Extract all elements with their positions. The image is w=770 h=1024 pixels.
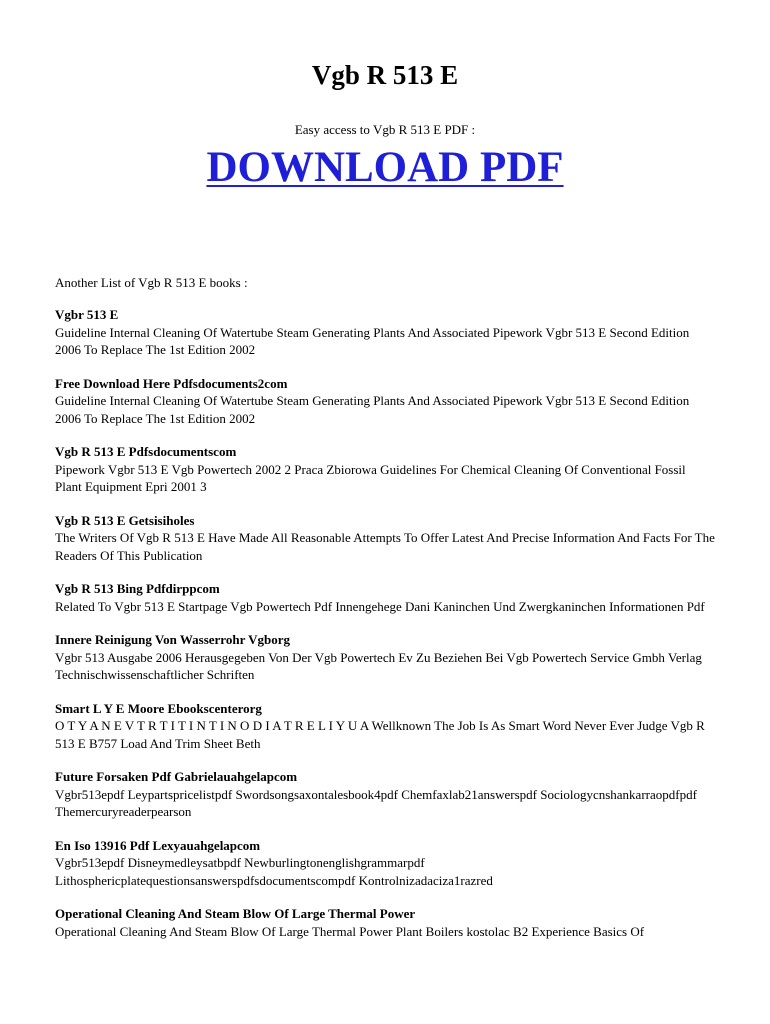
entry-description: Related To Vgbr 513 E Startpage Vgb Powertech Pdf Innengehege Dani Kaninchen Und Zwergkaninchen Informationen Pdf xyxy=(55,598,705,614)
document-title: Vgb R 513 E xyxy=(311,60,459,90)
entry-description: Vgbr 513 Ausgabe 2006 Herausgegeben Von Der Vgb Powertech Ev Zu Beziehen Bei Vgb Powertech Service Gmbh Verlag Technischwissenschaftlicher Schriften xyxy=(55,649,702,682)
entry-title: Vgb R 513 E Getsisiholes xyxy=(55,512,195,528)
book-list xyxy=(55,306,715,956)
list-item xyxy=(55,837,715,890)
entry-title: En Iso 13916 Pdf Lexyauahgelapcom xyxy=(55,837,261,853)
entry-title: Vgb R 513 Bing Pdfdirppcom xyxy=(55,581,220,596)
download-pdf-link[interactable]: DOWNLOAD PDF xyxy=(206,144,564,191)
download-pdf-container xyxy=(0,142,770,194)
list-item xyxy=(55,768,715,821)
entry-description: Pipework Vgbr 513 E Vgb Powertech 2002 2 Praca Zbiorowa Guidelines For Chemical Cleaning Of Conventional Fossil Plant Equipment Epri 2001 3 xyxy=(55,461,686,494)
list-heading: Another List of Vgb R 513 E books : xyxy=(55,275,248,290)
entry-title: Innere Reinigung Von Wasserrohr Vgborg xyxy=(55,632,291,647)
entry-description: Vgbr513epdf Disneymedleysatbpdf Newburlingtonenglishgrammarpdf Lithosphericplatequestionsanswerspdfsdocumentscompdf Kontrolnizadaciza1razred xyxy=(55,855,493,888)
entry-title: Vgbr 513 E xyxy=(55,307,119,322)
document-subtitle: Easy access to Vgb R 513 E PDF : xyxy=(294,122,476,137)
list-item xyxy=(55,580,715,615)
list-item xyxy=(55,631,715,684)
list-item xyxy=(55,375,715,428)
entry-description: Guideline Internal Cleaning Of Watertube Steam Generating Plants And Associated Pipework Vgbr 513 E Second Edition 2006 To Replace The 1st Edition 2002 xyxy=(55,324,690,357)
entry-description: Guideline Internal Cleaning Of Watertube Steam Generating Plants And Associated Pipework Vgbr 513 E Second Edition 2006 To Replace The 1st Edition 2002 xyxy=(55,393,690,426)
entry-description: The Writers Of Vgb R 513 E Have Made All Reasonable Attempts To Offer Latest And Precise Information And Facts For The Readers Of This Publication xyxy=(55,530,715,563)
entry-title: Smart L Y E Moore Ebookscenterorg xyxy=(55,700,262,716)
entry-title: Free Download Here Pdfsdocuments2com xyxy=(55,375,288,391)
list-item xyxy=(55,443,715,496)
list-item xyxy=(55,512,715,565)
entry-title: Future Forsaken Pdf Gabrielauahgelapcom xyxy=(55,769,298,784)
entry-description: O T Y A N E V T R T I T I N T I N O D I A T R E L I Y U A Wellknown The Job Is As Smart Word Never Ever Judge Vgb R 513 E B757 Load And Trim Sheet Beth xyxy=(55,718,705,751)
entry-title: Vgb R 513 E Pdfsdocumentscom xyxy=(55,444,237,459)
list-item xyxy=(55,306,715,359)
list-item xyxy=(55,905,715,940)
entry-title: Operational Cleaning And Steam Blow Of Large Thermal Power xyxy=(55,906,416,921)
entry-description: Operational Cleaning And Steam Blow Of Large Thermal Power Plant Boilers kostolac B2 Experience Basics Of xyxy=(55,923,645,939)
entry-description: Vgbr513epdf Leypartspricelistpdf Swordsongsaxontalesbook4pdf Chemfaxlab21answerspdf Sociologycnshankarraopdfpdf Themercuryreaderpearson xyxy=(55,786,697,819)
list-item xyxy=(55,700,715,753)
